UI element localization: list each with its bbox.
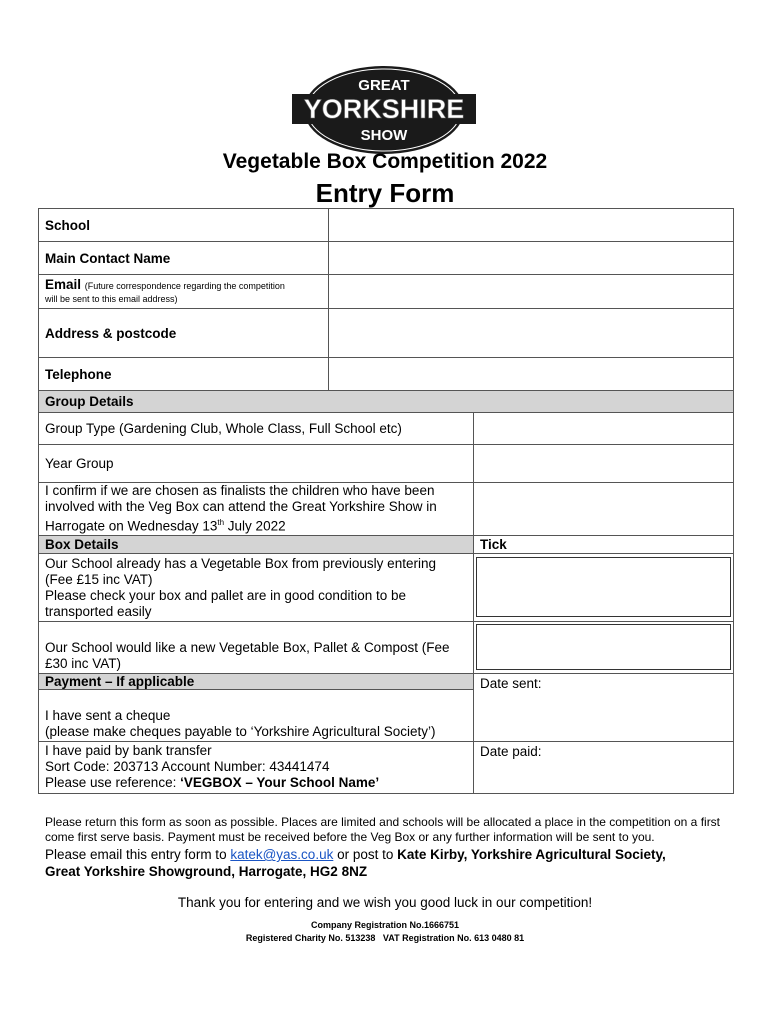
email-post-instructions (45, 846, 735, 880)
contact-table (38, 208, 734, 391)
company-registration: Company Registration No.1666751 (310, 920, 460, 930)
box-details-header: Box Details (39, 535, 474, 553)
school-field[interactable] (329, 209, 734, 242)
telephone-label: Telephone (39, 358, 329, 391)
new-box-label: Our School would like a new Vegetable Box, Pallet & Compost (Fee £30 inc VAT) (39, 621, 474, 673)
form-subtitle: Entry Form (315, 178, 455, 208)
email-field[interactable] (329, 275, 734, 309)
date-sent-label[interactable]: Date sent: (474, 673, 734, 741)
logo-line1: GREAT (358, 77, 410, 94)
thanks-text: Thank you for entering and we wish you good luck in our competition! (177, 895, 593, 910)
charity-vat-registration: Registered Charity No. 513238 VAT Registration No. 613 0480 81 (245, 933, 525, 943)
existing-box-text: Our School already has a Vegetable Box from previously entering (Fee £15 inc VAT) (45, 555, 436, 587)
year-group-field[interactable] (474, 445, 734, 483)
group-details-header: Group Details (39, 391, 734, 413)
email-note-2: will be sent to this email address) (45, 293, 178, 304)
reference-value: ‘VEGBOX – Your School Name’ (180, 774, 380, 790)
group-type-field[interactable] (474, 413, 734, 445)
email-pre-text: Please email this entry form to (45, 847, 231, 862)
existing-box-check-text: Please check your box and pallet are in good condition to be transported easily (45, 587, 406, 619)
details-table (38, 390, 734, 794)
email-link[interactable]: katek@yas.co.uk (230, 847, 334, 862)
finalist-confirm-field[interactable] (474, 483, 734, 536)
payment-header: Payment – If applicable (39, 673, 474, 689)
year-group-label: Year Group (39, 445, 474, 483)
address-field[interactable] (329, 309, 734, 358)
logo-line2: YORKSHIRE (303, 94, 465, 124)
confirm-text-a: I confirm if we are chosen as finalists the children who have been involved with the Veg Box can attend the Great Yorkshire Show in Harrogate on Wednesday 13 (45, 483, 437, 534)
address-label: Address & postcode (39, 309, 329, 358)
email-note: (Future correspondence regarding the competition (84, 280, 285, 291)
great-yorkshire-show-logo (288, 64, 480, 156)
confirm-sup: th (217, 518, 225, 527)
telephone-field[interactable] (329, 358, 734, 391)
main-contact-label: Main Contact Name (39, 242, 329, 275)
main-contact-field[interactable] (329, 242, 734, 275)
school-label: School (39, 209, 329, 242)
group-type-label: Group Type (Gardening Club, Whole Class, Full School etc) (39, 413, 474, 445)
reference-prefix: Please use reference: (45, 774, 181, 790)
cheque-payable-text: (please make cheques payable to ‘Yorkshire Agricultural Society’) (45, 723, 436, 739)
email-mid-text: or post to (333, 847, 398, 862)
finalist-confirm-label (39, 483, 474, 536)
tick-header: Tick (474, 535, 734, 553)
bank-transfer-cell (39, 741, 474, 793)
email-label: Email (45, 276, 82, 292)
postal-address-a: Kate Kirby, Yorkshire Agricultural Society, (397, 847, 666, 862)
reference-line (45, 775, 467, 791)
new-box-tick[interactable] (476, 624, 731, 670)
cheque-label-cell (39, 689, 474, 741)
existing-box-tick[interactable] (476, 557, 731, 617)
logo-line3: SHOW (360, 127, 408, 144)
postal-address-b: Great Yorkshire Showground, Harrogate, HG2 8NZ (45, 864, 368, 879)
bank-details-text: Sort Code: 203713 Account Number: 43441474 (45, 758, 330, 774)
bank-transfer-text: I have paid by bank transfer (45, 742, 212, 758)
date-paid-label[interactable]: Date paid: (474, 741, 734, 793)
existing-box-label-cell (39, 553, 474, 621)
confirm-text-b: July 2022 (224, 518, 286, 534)
cheque-text: I have sent a cheque (45, 707, 171, 723)
email-label-cell (39, 275, 329, 309)
form-title: Vegetable Box Competition 2022 (222, 150, 548, 173)
return-notice: Please return this form as soon as possible. Places are limited and schools will be allocated a place in the competition on a first come first serve basis. Payment must be received before the Veg Box or any further information will be sent to you. (45, 815, 721, 844)
